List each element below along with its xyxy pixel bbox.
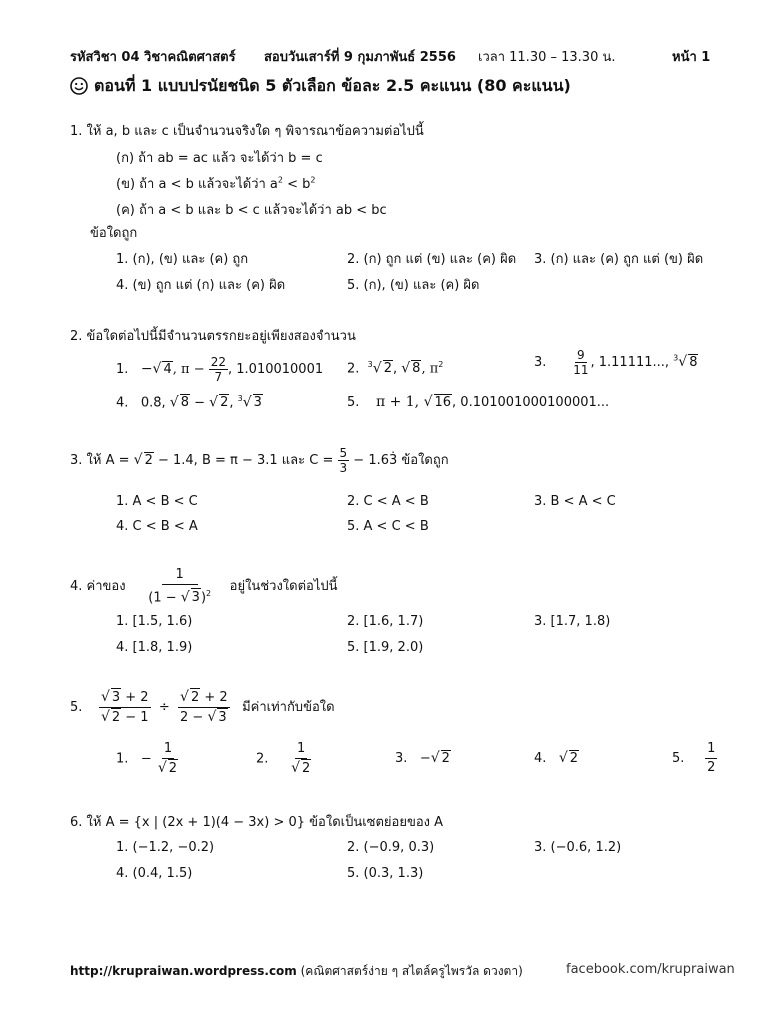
- q2-option-4: 4. 0.8̇, √ 8 − √ 2, $^3$√ 3: [116, 394, 262, 411]
- q6-option-3: 3. (−0.6, 1.2): [534, 840, 622, 855]
- exam-time: เวลา 11.30 – 13.30 น.: [478, 50, 616, 65]
- q5-option-3: 3. −√ 2: [395, 750, 450, 766]
- q6-option-2: 2. (−0.9, 0.3): [347, 840, 435, 855]
- q4-option-4: 4. [1.8, 1.9): [116, 640, 193, 655]
- q2-stem: 2. ข้อใดต่อไปนี้มีจำนวนตรรกยะอยู่เพียงสองจำนวน: [70, 329, 356, 344]
- page-number: หน้า 1: [672, 50, 711, 65]
- footer-source: [70, 962, 523, 981]
- q3-option-3: 3. B < A < C: [534, 494, 616, 509]
- q5-option-4: 4. √ 2: [534, 750, 579, 766]
- q4-option-1: 1. [1.5, 1.6): [116, 614, 193, 629]
- q1-option-5: 5. (ก), (ข) และ (ค) ผิด: [347, 278, 480, 293]
- q2-option-1: 1. −√ 4, π − $\frac{22}{7}$ , 1.010010001: [116, 355, 324, 384]
- q6-option-4: 4. (0.4, 1.5): [116, 866, 193, 881]
- q1-ask: ข้อใดถูก: [90, 226, 138, 241]
- q4-option-2: 2. [1.6, 1.7): [347, 614, 424, 629]
- q1-statement-3: (ค) ถ้า a < b และ b < c แล้วจะได้ว่า ab < bc: [116, 203, 387, 218]
- q1-option-2: 2. (ก) ถูก แต่ (ข) และ (ค) ผิด: [347, 252, 517, 267]
- q6-option-5: 5. (0.3, 1.3): [347, 866, 424, 881]
- footer-tagline: (คณิตศาสตร์ง่าย ๆ สไตล์ครูไพรวัล ดวงตา): [296, 964, 523, 978]
- subject-label: รหัสวิชา 04 วิชาคณิตศาสตร์: [70, 50, 236, 65]
- q1-option-3: 3. (ก) และ (ค) ถูก แต่ (ข) ผิด: [534, 252, 704, 267]
- q6-option-1: 1. (−1.2, −0.2): [116, 840, 215, 855]
- q3-option-5: 5. A < C < B: [347, 519, 429, 534]
- q2-option-5: 5. π + 1, √ 16, 0.101001000100001...: [347, 394, 610, 410]
- section-title-text: ตอนที่ 1 แบบปรนัยชนิด 5 ตัวเลือก ข้อละ 2.5 คะแนน (80 คะแนน): [94, 76, 571, 95]
- q1-statement-1: (ก) ถ้า ab = ac แล้ว จะได้ว่า b = c: [116, 151, 323, 166]
- q1-stem: 1. ให้ a, b และ c เป็นจำนวนจริงใด ๆ พิจารณาข้อความต่อไปนี้: [70, 124, 424, 139]
- q6-stem: 6. ให้ A = {x | (2x + 1)(4 − 3x) > 0} ข้อใดเป็นเซตย่อยของ A: [70, 815, 444, 830]
- footer-facebook-link[interactable]: facebook.com/krupraiwan: [566, 962, 735, 977]
- q5-option-2: 2. $\frac{1}{√ 2}$: [256, 741, 311, 776]
- footer-url-link[interactable]: http://krupraiwan.wordpress.com: [70, 964, 297, 978]
- section-title: [70, 74, 571, 99]
- q2-option-3: 3. $\frac{9}{11}$ , 1.11111..., $^3$√ 8: [534, 348, 698, 377]
- q1-option-1: 1. (ก), (ข) และ (ค) ถูก: [116, 252, 249, 267]
- q3-stem: 3. ให้ A = √ 2 − 1.4, B = π − 3.1 และ C = $\frac{5}{3}$ − 1.63̇ ข้อใดถูก: [70, 446, 449, 475]
- smiley-icon: [70, 77, 88, 95]
- q5-stem: 5. $\frac{√ 3 + 2}{√ 2 - 1}$ ÷ $\frac{√ 2 + 2}{2 - √ 3}$ มีค่าเท่ากับข้อใด: [70, 689, 335, 725]
- q3-option-1: 1. A < B < C: [116, 494, 198, 509]
- q5-option-5: 5. $\frac{1}{2}$: [672, 741, 716, 775]
- q4-option-3: 3. [1.7, 1.8): [534, 614, 611, 629]
- q1-option-4: 4. (ข) ถูก แต่ (ก) และ (ค) ผิด: [116, 278, 286, 293]
- q4-stem: 4. ค่าของ $\frac{1}{(1 - √ 3)^2}$ อยู่ในช่วงใดต่อไปนี้: [70, 567, 338, 606]
- q5-option-1: 1. − $\frac{1}{√ 2}$: [116, 741, 178, 776]
- q4-option-5: 5. [1.9, 2.0): [347, 640, 424, 655]
- q3-option-2: 2. C < A < B: [347, 494, 429, 509]
- q2-option-2: 2. $^3$√ 2, √ 8, $\pi^2$: [347, 360, 444, 377]
- q3-option-4: 4. C < B < A: [116, 519, 198, 534]
- q1-statement-2: (ข) ถ้า a < b แล้วจะได้ว่า $a^2 < b^2$: [116, 175, 316, 192]
- exam-date: สอบวันเสาร์ที่ 9 กุมภาพันธ์ 2556: [264, 50, 456, 65]
